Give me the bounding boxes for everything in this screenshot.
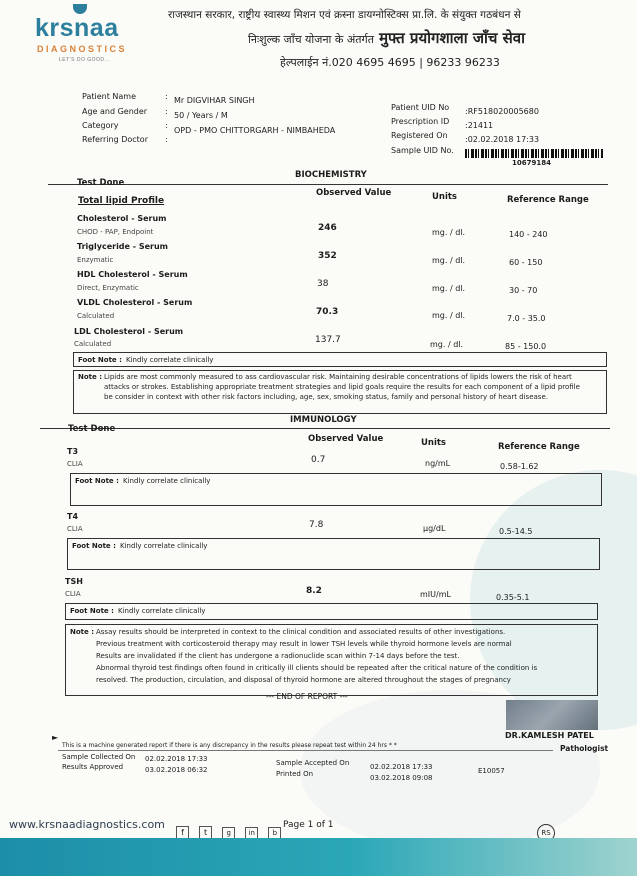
logo bbox=[35, 4, 150, 64]
note-line: Previous treatment with corticosteroid therapy may result in lower TSH levels while thyroid hormone levels are normal bbox=[96, 640, 512, 648]
uid-label: Patient UID No bbox=[391, 103, 450, 112]
twitter-icon[interactable]: t bbox=[199, 826, 212, 839]
age-label: Age and Gender bbox=[82, 107, 148, 116]
category-value: OPD - PMO CHITTORGARH - NIMBAHEDA bbox=[174, 126, 336, 135]
printed-label: Printed On bbox=[276, 770, 314, 778]
observed-value: 70.3 bbox=[316, 307, 339, 317]
social-icons bbox=[176, 820, 281, 840]
note-line: Assay results should be interpreted in context to the clinical condition and associated results of other investigations. bbox=[96, 628, 506, 636]
reference-range: 7.0 - 35.0 bbox=[507, 314, 546, 323]
footnote-label: Foot Note : bbox=[75, 477, 119, 485]
test-method: CLIA bbox=[67, 525, 83, 533]
units: mg. / dl. bbox=[432, 284, 466, 293]
logo-sub: DIAGNOSTICS bbox=[37, 44, 128, 54]
thyroid-note-box bbox=[65, 624, 598, 696]
reference-range: 0.35-5.1 bbox=[496, 593, 530, 602]
col-units: Units bbox=[421, 438, 446, 448]
signature-title: Pathologist bbox=[560, 744, 609, 753]
accepted-value: 02.02.2018 17:33 bbox=[370, 763, 433, 771]
patient-name-value: Mr DIGVIHAR SINGH bbox=[174, 96, 255, 105]
footnote-box bbox=[73, 352, 607, 367]
footnote-box bbox=[70, 473, 602, 506]
footer-band bbox=[0, 838, 637, 876]
printed-value: 03.02.2018 09:08 bbox=[370, 774, 433, 782]
test-name: T3 bbox=[67, 447, 79, 456]
footnote-label: Foot Note : bbox=[70, 607, 114, 615]
note-line: Results are invalidated if the client has undergone a radionuclide scan within 7-14 days before the test. bbox=[96, 652, 460, 660]
units: mg. / dl. bbox=[432, 311, 466, 320]
reference-range: 140 - 240 bbox=[509, 230, 548, 239]
divider bbox=[40, 428, 610, 429]
test-method: Enzymatic bbox=[77, 256, 114, 264]
header-line-1: राजस्थान सरकार, राष्ट्रीय स्वास्थ्य मिशन एवं क्रस्ना डायग्नोस्टिक्स प्रा.लि. के संयुक्त गठबंधन से bbox=[168, 9, 521, 21]
col-test-done: Test Done bbox=[68, 424, 116, 434]
reference-range: 30 - 70 bbox=[509, 286, 538, 295]
disclaimer: This is a machine generated report if there is any discrepancy in the results please repeat test within 24 hrs * * bbox=[62, 742, 397, 749]
page-number: Page 1 of 1 bbox=[283, 820, 334, 830]
note-line: Abnormal thyroid test findings often found in critically ill clients should be repeated after the critical nature of the condition is bbox=[96, 664, 538, 672]
units: ng/mL bbox=[425, 459, 451, 468]
age-sep: : bbox=[165, 107, 168, 116]
end-of-report: --- END OF REPORT --- bbox=[266, 692, 348, 701]
test-name: T4 bbox=[67, 512, 79, 521]
helpline: हेल्पलाईन नं.020 4695 4695 | 96233 96233 bbox=[280, 56, 500, 69]
units: mg. / dl. bbox=[432, 228, 466, 237]
google-plus-icon[interactable]: g bbox=[222, 827, 235, 840]
approved-label: Results Approved bbox=[62, 763, 124, 771]
registered-label: Registered On bbox=[391, 131, 448, 140]
prescription-value: :21411 bbox=[465, 121, 494, 130]
footnote-label: Foot Note : bbox=[72, 542, 116, 550]
observed-value: 137.7 bbox=[315, 335, 341, 345]
divider bbox=[48, 184, 608, 185]
collected-label: Sample Collected On bbox=[62, 753, 136, 761]
test-name: TSH bbox=[65, 577, 83, 586]
observed-value: 246 bbox=[318, 223, 337, 233]
collected-value: 02.02.2018 17:33 bbox=[145, 755, 208, 763]
reference-range: 85 - 150.0 bbox=[505, 342, 547, 351]
registered-value: :02.02.2018 17:33 bbox=[465, 135, 540, 144]
header-line-2-pre: निःशुल्क जाँच योजना के अंतर्गत bbox=[248, 33, 374, 46]
linkedin-icon[interactable]: in bbox=[245, 827, 258, 840]
website-link[interactable]: www.krsnaadiagnostics.com bbox=[9, 818, 165, 831]
col-observed-value: Observed Value bbox=[308, 434, 384, 444]
note-label: Note : bbox=[70, 628, 94, 636]
test-method: CLIA bbox=[67, 460, 83, 468]
note-line: resolved. The production, circulation, and disposal of thyroid hormone are altered throughout the stages of pregnancy bbox=[96, 676, 511, 684]
logo-name: krsnaa bbox=[35, 14, 119, 42]
footnote-box bbox=[65, 603, 598, 620]
referring-doctor-sep: : bbox=[165, 135, 168, 144]
units: µg/dL bbox=[423, 524, 446, 533]
observed-value: 8.2 bbox=[306, 586, 322, 596]
units: mg. / dl. bbox=[430, 340, 464, 349]
header-line-2-bold: मुफ्त प्रयोगशाला जाँच सेवा bbox=[379, 29, 525, 47]
test-name: HDL Cholesterol - Serum bbox=[77, 270, 188, 279]
barcode-icon bbox=[465, 149, 603, 158]
referring-doctor-label: Referring Doctor bbox=[82, 135, 148, 144]
blog-icon[interactable]: b bbox=[268, 827, 281, 840]
units: mIU/mL bbox=[420, 590, 451, 599]
reference-range: 0.58-1.62 bbox=[500, 462, 539, 471]
logo-mark-icon bbox=[73, 4, 87, 14]
facebook-icon[interactable]: f bbox=[176, 826, 189, 839]
header-line-2 bbox=[248, 28, 525, 48]
footnote-text: Kindly correlate clinically bbox=[123, 477, 211, 485]
signature-stamp bbox=[506, 700, 598, 730]
uid-value: :RF518020005680 bbox=[465, 107, 539, 116]
test-name: Cholesterol - Serum bbox=[77, 214, 167, 223]
note-line: Lipids are most commonly measured to ass cardiovascular risk. Maintaining desirable concentrations of lipids lowers the risk of heart bbox=[104, 373, 572, 381]
observed-value: 7.8 bbox=[309, 520, 324, 530]
lipid-note-box bbox=[73, 370, 607, 414]
footnote-box bbox=[67, 538, 600, 570]
note-line: attacks or strokes. Establishing appropriate treatment strategies and lipid goals require the results for each component of a lipid profile bbox=[104, 383, 580, 391]
test-name: Triglyceride - Serum bbox=[77, 242, 169, 251]
sample-uid-value: 10679184 bbox=[512, 159, 551, 167]
accepted-label: Sample Accepted On bbox=[276, 759, 350, 767]
col-reference-range: Reference Range bbox=[507, 195, 589, 205]
test-method: Calculated bbox=[77, 312, 115, 320]
note-line: be consider in context with other risk factors including, age, sex, smoking status, family and personal history of heart disease. bbox=[104, 393, 548, 401]
sample-uid-label: Sample UID No. bbox=[391, 146, 454, 155]
observed-value: 352 bbox=[318, 251, 337, 261]
approved-value: 03.02.2018 06:32 bbox=[145, 766, 208, 774]
units: mg. / dl. bbox=[432, 256, 466, 265]
divider bbox=[58, 750, 553, 751]
col-observed-value: Observed Value bbox=[316, 188, 392, 198]
profile-title: Total lipid Profile bbox=[78, 196, 165, 206]
test-method: CHOD - PAP, Endpoint bbox=[77, 228, 154, 236]
report-code: E10057 bbox=[478, 767, 505, 775]
footnote-text: Kindly correlate clinically bbox=[126, 356, 214, 364]
logo-tagline: LET'S DO GOOD... bbox=[59, 57, 111, 63]
immunology-title: IMMUNOLOGY bbox=[290, 415, 357, 425]
rs-badge: RS bbox=[537, 824, 555, 842]
note-label: Note : bbox=[78, 373, 102, 381]
col-units: Units bbox=[432, 192, 457, 202]
observed-value: 38 bbox=[317, 279, 329, 289]
patient-name-sep: : bbox=[165, 92, 168, 101]
footnote-text: Kindly correlate clinically bbox=[120, 542, 208, 550]
footnote-label: Foot Note : bbox=[78, 356, 122, 364]
signature-name: DR.KAMLESH PATEL bbox=[505, 731, 594, 740]
test-method: Calculated bbox=[74, 340, 112, 348]
prescription-label: Prescription ID bbox=[391, 117, 450, 126]
age-value: 50 / Years / M bbox=[174, 111, 228, 120]
observed-value: 0.7 bbox=[311, 455, 326, 465]
patient-name-label: Patient Name bbox=[82, 92, 136, 101]
footnote-text: Kindly correlate clinically bbox=[118, 607, 206, 615]
category-label: Category bbox=[82, 121, 119, 130]
test-name: VLDL Cholesterol - Serum bbox=[77, 298, 193, 307]
test-method: Direct, Enzymatic bbox=[77, 284, 139, 292]
col-reference-range: Reference Range bbox=[498, 442, 580, 452]
reference-range: 60 - 150 bbox=[509, 258, 543, 267]
test-method: CLIA bbox=[65, 590, 81, 598]
col-test-done: Test Done bbox=[77, 178, 125, 188]
category-sep: : bbox=[165, 121, 168, 130]
reference-range: 0.5-14.5 bbox=[499, 527, 533, 536]
test-name: LDL Cholesterol - Serum bbox=[74, 327, 184, 336]
info-icon: ► bbox=[52, 733, 59, 742]
biochemistry-title: BIOCHEMISTRY bbox=[295, 170, 367, 180]
